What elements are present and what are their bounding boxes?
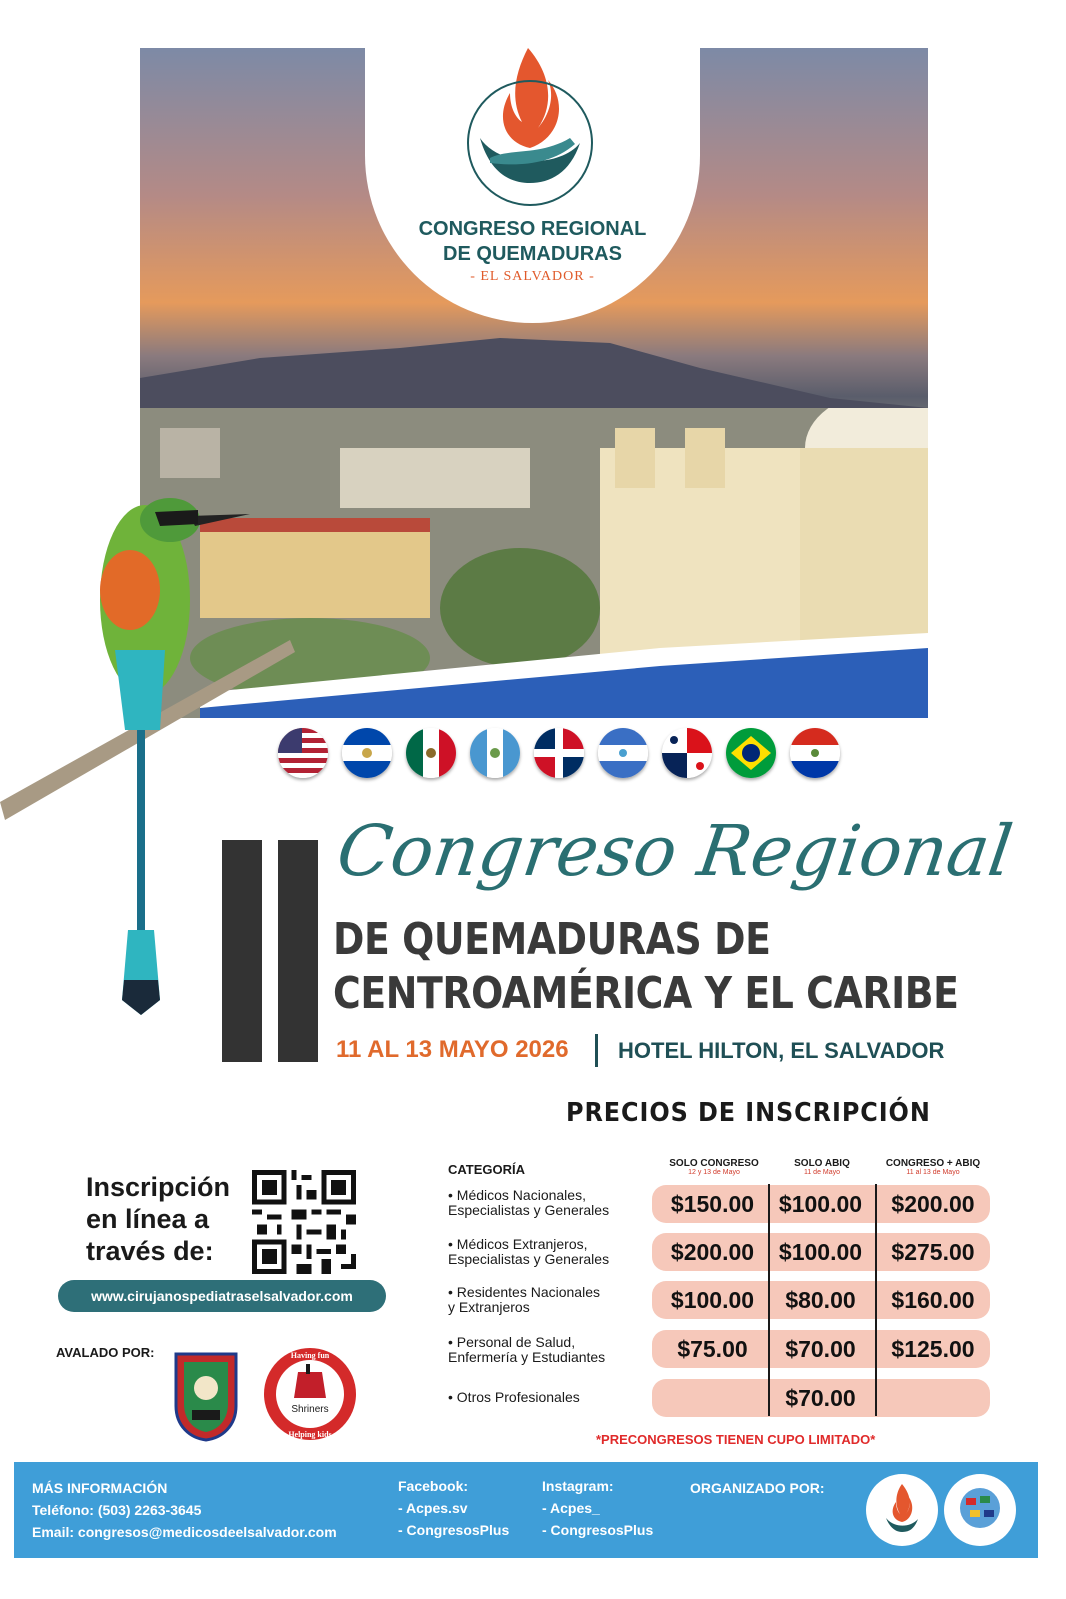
price-cell: $200.00 <box>670 1239 755 1265</box>
event-venue: HOTEL HILTON, EL SALVADOR <box>618 1038 945 1063</box>
column-header-solo-congreso: SOLO CONGRESO 12 y 13 de Mayo <box>669 1158 759 1176</box>
facebook-title: Facebook: <box>398 1478 469 1494</box>
logo-line-3: - EL SALVADOR - <box>470 269 595 284</box>
roman-numeral-bar-2 <box>278 840 318 1062</box>
shriners-seal-icon <box>262 1346 358 1442</box>
shriners-seal-bottom-text: Helping kids <box>288 1430 332 1439</box>
column-header-congreso-abiq: CONGRESO + ABIQ 11 al 13 de Mayo <box>885 1158 981 1176</box>
price-cell: $70.00 <box>785 1385 856 1411</box>
registration-line-3: través de: <box>86 1236 214 1266</box>
flame-hand-icon <box>460 48 600 213</box>
price-cell: $80.00 <box>785 1287 856 1313</box>
phone-text[interactable]: Teléfono: (503) 2263-3645 <box>32 1502 202 1518</box>
brazil-flag-icon <box>726 728 776 778</box>
registration-url-link[interactable]: www.cirujanospediatraselsalvador.com <box>58 1280 386 1312</box>
panama-flag-icon <box>662 728 712 778</box>
medical-association-seal-icon <box>172 1346 240 1442</box>
registration-line-1: Inscripción <box>86 1172 231 1202</box>
country-flags-row <box>278 728 840 778</box>
table-divider <box>875 1184 877 1416</box>
facebook-link-congresosplus[interactable]: - CongresosPlus <box>398 1522 510 1538</box>
roman-numeral-bar-1 <box>222 840 262 1062</box>
el-salvador-flag-icon <box>342 728 392 778</box>
row-label-medicos-nacionales: • Médicos Nacionales, Especialistas y Generales <box>448 1187 610 1218</box>
prices-title: PRECIOS DE INSCRIPCIÓN <box>566 1098 931 1128</box>
organizer-flame-icon <box>866 1474 938 1546</box>
title-separator <box>595 1034 598 1067</box>
email-text[interactable]: Email: congresos@medicosdeelsalvador.com <box>32 1524 337 1540</box>
instagram-title: Instagram: <box>542 1478 614 1494</box>
price-cell: $100.00 <box>670 1287 755 1313</box>
column-header-solo-abiq: SOLO ABIQ 11 de Mayo <box>794 1158 850 1176</box>
row-label-personal-salud: • Personal de Salud, Enfermería y Estudiantes <box>448 1334 606 1365</box>
nicaragua-flag-icon <box>598 728 648 778</box>
mexico-flag-icon <box>406 728 456 778</box>
instagram-link-congresosplus[interactable]: - CongresosPlus <box>542 1522 654 1538</box>
price-cell: $150.00 <box>670 1191 755 1217</box>
script-title: Congreso Regional <box>332 810 1018 892</box>
price-cell: $275.00 <box>891 1239 975 1265</box>
organizer-congresosplus-logo <box>944 1474 1016 1546</box>
price-cell: $100.00 <box>778 1191 863 1217</box>
price-cell: $125.00 <box>891 1336 975 1362</box>
paraguay-flag-icon <box>790 728 840 778</box>
price-cell: $70.00 <box>785 1336 856 1362</box>
main-title-line-1: DE QUEMADURAS DE <box>333 914 771 965</box>
price-cell: $75.00 <box>677 1336 748 1362</box>
row-label-residentes: • Residentes Nacionales y Extranjeros <box>448 1284 600 1315</box>
shriners-seal-text: Shriners <box>291 1404 329 1415</box>
registration-line-2: en línea a <box>86 1204 210 1234</box>
organizer-title: ORGANIZADO POR: <box>690 1480 825 1496</box>
price-cell: $100.00 <box>778 1239 863 1265</box>
facebook-link-acpes[interactable]: - Acpes.sv <box>398 1500 468 1516</box>
congress-logo-badge <box>365 48 700 323</box>
more-info-title: MÁS INFORMACIÓN <box>32 1480 168 1496</box>
main-title-line-2: CENTROAMÉRICA Y EL CARIBE <box>333 968 959 1019</box>
usa-flag-icon <box>278 728 328 778</box>
limited-spots-note: *PRECONGRESOS TIENEN CUPO LIMITADO* <box>596 1432 876 1447</box>
qr-code-icon[interactable] <box>252 1170 356 1274</box>
price-cell: $200.00 <box>891 1191 975 1217</box>
guatemala-flag-icon <box>470 728 520 778</box>
dominican-republic-flag-icon <box>534 728 584 778</box>
row-label-otros-profesionales: • Otros Profesionales <box>448 1389 580 1405</box>
endorsed-label: AVALADO POR: <box>56 1345 155 1360</box>
logo-line-1: CONGRESO REGIONAL <box>418 218 647 240</box>
footer-bar <box>14 1462 1038 1558</box>
organizer-congress-logo <box>866 1474 938 1546</box>
shriners-seal-top-text: Having fun <box>290 1351 330 1360</box>
price-cell: $160.00 <box>891 1287 975 1313</box>
table-divider <box>768 1184 770 1416</box>
row-label-medicos-extranjeros: • Médicos Extranjeros, Especialistas y Generales <box>448 1236 610 1267</box>
event-date: 11 AL 13 MAYO 2026 <box>336 1036 569 1063</box>
instagram-link-acpes[interactable]: - Acpes_ <box>542 1500 600 1516</box>
organizer-globe-icon <box>944 1474 1016 1546</box>
logo-line-2: DE QUEMADURAS <box>443 243 622 265</box>
category-header: CATEGORÍA <box>448 1162 526 1177</box>
